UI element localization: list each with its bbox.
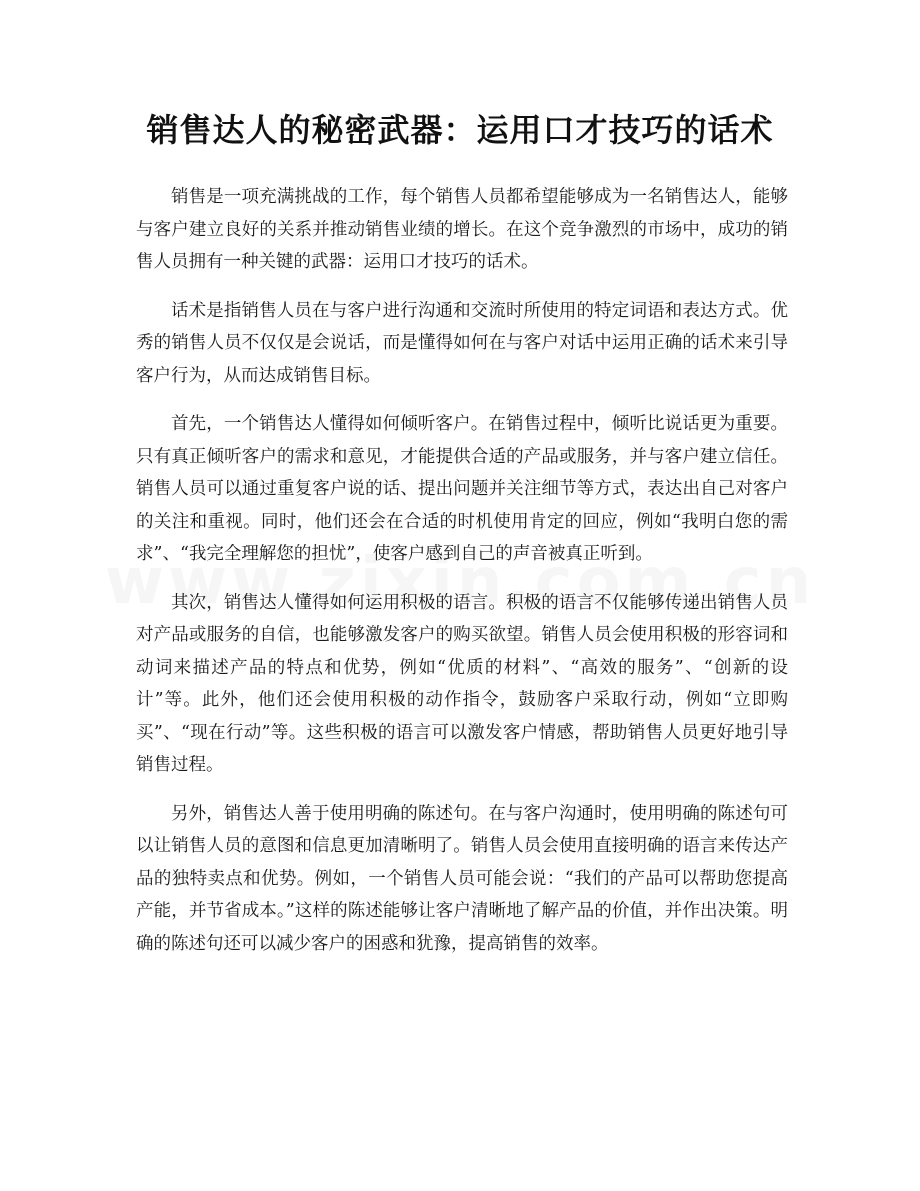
paragraph-1: 销售是一项充满挑战的工作，每个销售人员都希望能够成为一名销售达人，能够与客户建立良好的关系并推动销售业绩的增长。在这个竞争激烈的市场中，成功的销售人员拥有一种关键的武器：运用口才技巧的话术。 [136, 187, 788, 272]
document-title: 销售达人的秘密武器：运用口才技巧的话术 [146, 111, 774, 149]
paragraph-3: 首先，一个销售达人懂得如何倾听客户。在销售过程中，倾听比说话更为重要。只有真正倾听客户的需求和意见，才能提供合适的产品或服务，并与客户建立信任。销售人员可以通过重复客户说的话、提出问题并关注细节等方式，表达出自己对客户的关注和重视。同时，他们还会在合适的时机使用肯定的回应，例如“我明白您的需求”、“我完全理解您的担忧”，使客户感到自己的声音被真正听到。 [136, 414, 788, 564]
paragraph-4: 其次，销售达人懂得如何运用积极的语言。积极的语言不仅能够传递出销售人员对产品或服务的自信，也能够激发客户的购买欲望。销售人员会使用积极的形容词和动词来描述产品的特点和优势，例如“优质的材料”、“高效的服务”、“创新的设计”等。此外，他们还会使用积极的动作指令，鼓励客户采取行动，例如“立即购买”、“现在行动”等。这些积极的语言可以激发客户情感，帮助销售人员更好地引导销售过程。 [136, 592, 788, 775]
paragraph-5: 另外，销售达人善于使用明确的陈述句。在与客户沟通时，使用明确的陈述句可以让销售人员的意图和信息更加清晰明了。销售人员会使用直接明确的语言来传达产品的独特卖点和优势。例如，一个销售人员可能会说：“我们的产品可以帮助您提高产能，并节省成本。”这样的陈述能够让客户清晰地了解产品的价值，并作出决策。明确的陈述句还可以减少客户的困惑和犹豫，提高销售的效率。 [136, 803, 788, 954]
document-body [136, 181, 788, 976]
paragraph-2: 话术是指销售人员在与客户进行沟通和交流时所使用的特定词语和表达方式。优秀的销售人员不仅仅是会说话，而是懂得如何在与客户对话中运用正确的话术来引导客户行为，从而达成销售目标。 [136, 300, 788, 386]
